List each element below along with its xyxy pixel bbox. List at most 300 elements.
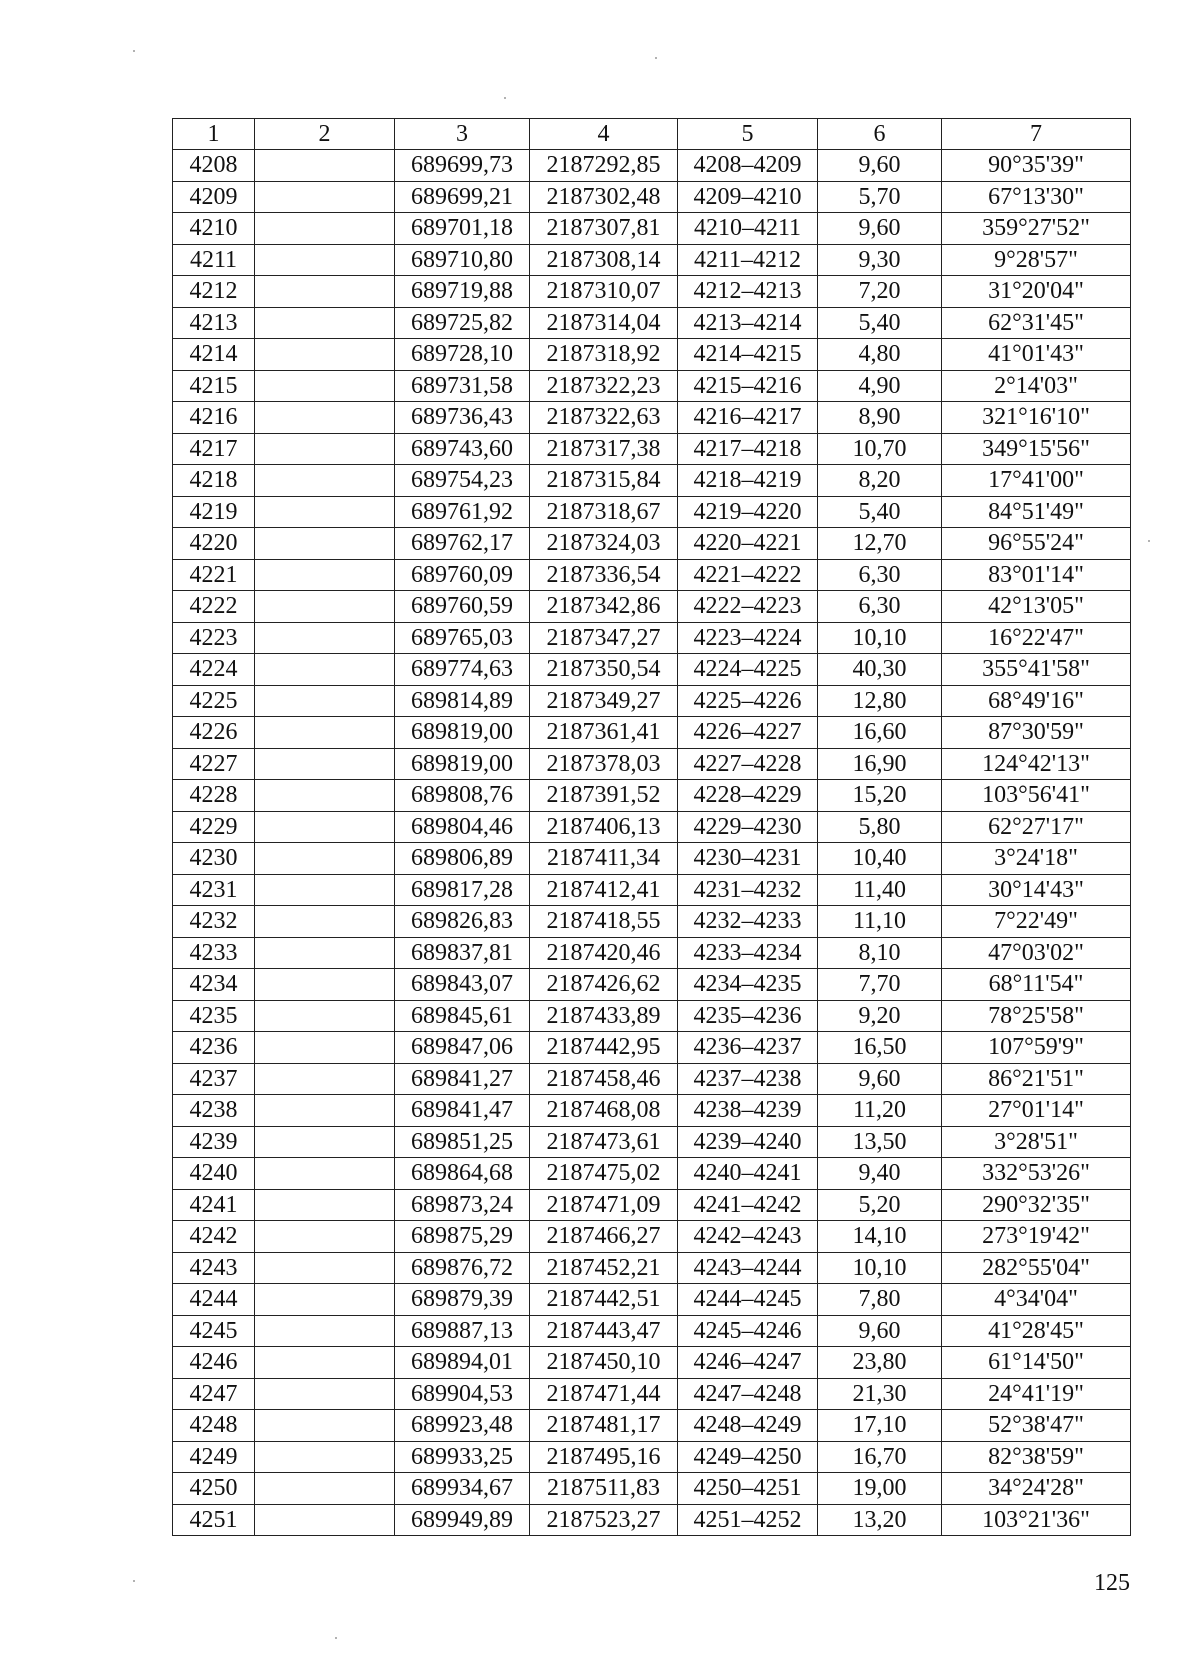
point-name-cell [255, 654, 395, 686]
segment-cell: 4246–4247 [678, 1347, 818, 1379]
x-coordinate-cell: 689817,28 [395, 874, 530, 906]
table-header-row [173, 119, 1131, 150]
segment-cell: 4251–4252 [678, 1504, 818, 1536]
table-row [173, 559, 1131, 591]
x-coordinate-cell: 689743,60 [395, 433, 530, 465]
point-number-cell: 4216 [173, 402, 255, 434]
y-coordinate-cell: 2187378,03 [530, 748, 678, 780]
length-cell: 13,20 [818, 1504, 942, 1536]
length-cell: 10,40 [818, 843, 942, 875]
y-coordinate-cell: 2187342,86 [530, 591, 678, 623]
y-coordinate-cell: 2187481,17 [530, 1410, 678, 1442]
point-number-cell: 4218 [173, 465, 255, 497]
table-row [173, 748, 1131, 780]
table-row [173, 1504, 1131, 1536]
y-coordinate-cell: 2187468,08 [530, 1095, 678, 1127]
length-cell: 10,10 [818, 622, 942, 654]
segment-cell: 4244–4245 [678, 1284, 818, 1316]
segment-cell: 4234–4235 [678, 969, 818, 1001]
table-row [173, 244, 1131, 276]
column-header: 2 [255, 119, 395, 150]
point-number-cell: 4237 [173, 1063, 255, 1095]
point-number-cell: 4251 [173, 1504, 255, 1536]
point-name-cell [255, 717, 395, 749]
segment-cell: 4219–4220 [678, 496, 818, 528]
bearing-cell: 61°14'50" [942, 1347, 1131, 1379]
x-coordinate-cell: 689923,48 [395, 1410, 530, 1442]
point-number-cell: 4228 [173, 780, 255, 812]
segment-cell: 4230–4231 [678, 843, 818, 875]
bearing-cell: 41°28'45" [942, 1315, 1131, 1347]
point-name-cell [255, 1221, 395, 1253]
length-cell: 12,80 [818, 685, 942, 717]
table-row [173, 181, 1131, 213]
bearing-cell: 62°27'17" [942, 811, 1131, 843]
segment-cell: 4218–4219 [678, 465, 818, 497]
y-coordinate-cell: 2187314,04 [530, 307, 678, 339]
column-header: 3 [395, 119, 530, 150]
bearing-cell: 355°41'58" [942, 654, 1131, 686]
bearing-cell: 273°19'42" [942, 1221, 1131, 1253]
bearing-cell: 68°11'54" [942, 969, 1131, 1001]
length-cell: 23,80 [818, 1347, 942, 1379]
bearing-cell: 41°01'43" [942, 339, 1131, 371]
x-coordinate-cell: 689701,18 [395, 213, 530, 245]
scan-speck [133, 50, 135, 52]
y-coordinate-cell: 2187412,41 [530, 874, 678, 906]
x-coordinate-cell: 689710,80 [395, 244, 530, 276]
point-number-cell: 4213 [173, 307, 255, 339]
point-number-cell: 4212 [173, 276, 255, 308]
y-coordinate-cell: 2187318,67 [530, 496, 678, 528]
point-number-cell: 4210 [173, 213, 255, 245]
length-cell: 9,30 [818, 244, 942, 276]
length-cell: 13,50 [818, 1126, 942, 1158]
length-cell: 16,60 [818, 717, 942, 749]
x-coordinate-cell: 689875,29 [395, 1221, 530, 1253]
point-number-cell: 4248 [173, 1410, 255, 1442]
point-number-cell: 4247 [173, 1378, 255, 1410]
point-number-cell: 4224 [173, 654, 255, 686]
y-coordinate-cell: 2187336,54 [530, 559, 678, 591]
bearing-cell: 9°28'57" [942, 244, 1131, 276]
point-name-cell [255, 1032, 395, 1064]
length-cell: 4,90 [818, 370, 942, 402]
x-coordinate-cell: 689765,03 [395, 622, 530, 654]
y-coordinate-cell: 2187475,02 [530, 1158, 678, 1190]
point-name-cell [255, 937, 395, 969]
table-row [173, 1063, 1131, 1095]
y-coordinate-cell: 2187308,14 [530, 244, 678, 276]
segment-cell: 4225–4226 [678, 685, 818, 717]
x-coordinate-cell: 689887,13 [395, 1315, 530, 1347]
bearing-cell: 332°53'26" [942, 1158, 1131, 1190]
point-name-cell [255, 307, 395, 339]
bearing-cell: 103°21'36" [942, 1504, 1131, 1536]
table-row [173, 1347, 1131, 1379]
y-coordinate-cell: 2187495,16 [530, 1441, 678, 1473]
y-coordinate-cell: 2187418,55 [530, 906, 678, 938]
point-number-cell: 4239 [173, 1126, 255, 1158]
x-coordinate-cell: 689808,76 [395, 780, 530, 812]
table-row [173, 811, 1131, 843]
segment-cell: 4228–4229 [678, 780, 818, 812]
point-name-cell [255, 1315, 395, 1347]
segment-cell: 4214–4215 [678, 339, 818, 371]
bearing-cell: 42°13'05" [942, 591, 1131, 623]
x-coordinate-cell: 689873,24 [395, 1189, 530, 1221]
point-name-cell [255, 1347, 395, 1379]
point-number-cell: 4246 [173, 1347, 255, 1379]
length-cell: 15,20 [818, 780, 942, 812]
column-header: 6 [818, 119, 942, 150]
y-coordinate-cell: 2187317,38 [530, 433, 678, 465]
table-row [173, 843, 1131, 875]
x-coordinate-cell: 689845,61 [395, 1000, 530, 1032]
point-number-cell: 4219 [173, 496, 255, 528]
point-name-cell [255, 244, 395, 276]
segment-cell: 4240–4241 [678, 1158, 818, 1190]
x-coordinate-cell: 689847,06 [395, 1032, 530, 1064]
table-row [173, 150, 1131, 182]
x-coordinate-cell: 689760,59 [395, 591, 530, 623]
length-cell: 21,30 [818, 1378, 942, 1410]
x-coordinate-cell: 689804,46 [395, 811, 530, 843]
point-name-cell [255, 843, 395, 875]
point-number-cell: 4244 [173, 1284, 255, 1316]
x-coordinate-cell: 689728,10 [395, 339, 530, 371]
segment-cell: 4242–4243 [678, 1221, 818, 1253]
point-name-cell [255, 213, 395, 245]
point-name-cell [255, 780, 395, 812]
point-name-cell [255, 1378, 395, 1410]
segment-cell: 4227–4228 [678, 748, 818, 780]
coordinates-table [172, 118, 1131, 1536]
x-coordinate-cell: 689819,00 [395, 748, 530, 780]
bearing-cell: 31°20'04" [942, 276, 1131, 308]
y-coordinate-cell: 2187347,27 [530, 622, 678, 654]
x-coordinate-cell: 689774,63 [395, 654, 530, 686]
y-coordinate-cell: 2187350,54 [530, 654, 678, 686]
length-cell: 6,30 [818, 591, 942, 623]
point-number-cell: 4241 [173, 1189, 255, 1221]
length-cell: 19,00 [818, 1473, 942, 1505]
table-row [173, 1221, 1131, 1253]
segment-cell: 4217–4218 [678, 433, 818, 465]
y-coordinate-cell: 2187310,07 [530, 276, 678, 308]
x-coordinate-cell: 689806,89 [395, 843, 530, 875]
segment-cell: 4226–4227 [678, 717, 818, 749]
table-row [173, 465, 1131, 497]
y-coordinate-cell: 2187322,23 [530, 370, 678, 402]
x-coordinate-cell: 689933,25 [395, 1441, 530, 1473]
bearing-cell: 83°01'14" [942, 559, 1131, 591]
x-coordinate-cell: 689843,07 [395, 969, 530, 1001]
column-header: 4 [530, 119, 678, 150]
y-coordinate-cell: 2187322,63 [530, 402, 678, 434]
bearing-cell: 349°15'56" [942, 433, 1131, 465]
bearing-cell: 17°41'00" [942, 465, 1131, 497]
bearing-cell: 87°30'59" [942, 717, 1131, 749]
table-body [173, 150, 1131, 1536]
table-row [173, 276, 1131, 308]
point-number-cell: 4223 [173, 622, 255, 654]
point-number-cell: 4233 [173, 937, 255, 969]
point-name-cell [255, 906, 395, 938]
x-coordinate-cell: 689725,82 [395, 307, 530, 339]
segment-cell: 4237–4238 [678, 1063, 818, 1095]
length-cell: 7,20 [818, 276, 942, 308]
length-cell: 5,40 [818, 496, 942, 528]
scan-speck [335, 1637, 337, 1639]
point-name-cell [255, 1441, 395, 1473]
segment-cell: 4210–4211 [678, 213, 818, 245]
y-coordinate-cell: 2187361,41 [530, 717, 678, 749]
point-number-cell: 4217 [173, 433, 255, 465]
table-row [173, 874, 1131, 906]
table-row [173, 1095, 1131, 1127]
point-name-cell [255, 748, 395, 780]
x-coordinate-cell: 689760,09 [395, 559, 530, 591]
bearing-cell: 16°22'47" [942, 622, 1131, 654]
bearing-cell: 47°03'02" [942, 937, 1131, 969]
x-coordinate-cell: 689851,25 [395, 1126, 530, 1158]
point-name-cell [255, 1000, 395, 1032]
bearing-cell: 82°38'59" [942, 1441, 1131, 1473]
table-row [173, 1284, 1131, 1316]
x-coordinate-cell: 689879,39 [395, 1284, 530, 1316]
y-coordinate-cell: 2187458,46 [530, 1063, 678, 1095]
table-row [173, 906, 1131, 938]
length-cell: 9,60 [818, 1063, 942, 1095]
segment-cell: 4250–4251 [678, 1473, 818, 1505]
point-number-cell: 4209 [173, 181, 255, 213]
column-header: 1 [173, 119, 255, 150]
table-row [173, 654, 1131, 686]
length-cell: 12,70 [818, 528, 942, 560]
point-number-cell: 4226 [173, 717, 255, 749]
point-number-cell: 4236 [173, 1032, 255, 1064]
point-name-cell [255, 496, 395, 528]
table-row [173, 969, 1131, 1001]
x-coordinate-cell: 689826,83 [395, 906, 530, 938]
table-row [173, 1032, 1131, 1064]
scan-speck [1148, 540, 1150, 542]
point-name-cell [255, 969, 395, 1001]
x-coordinate-cell: 689814,89 [395, 685, 530, 717]
table-row [173, 433, 1131, 465]
page-number: 125 [1094, 1570, 1130, 1596]
point-number-cell: 4215 [173, 370, 255, 402]
bearing-cell: 7°22'49" [942, 906, 1131, 938]
segment-cell: 4239–4240 [678, 1126, 818, 1158]
table-row [173, 717, 1131, 749]
segment-cell: 4209–4210 [678, 181, 818, 213]
y-coordinate-cell: 2187433,89 [530, 1000, 678, 1032]
table-row [173, 307, 1131, 339]
bearing-cell: 27°01'14" [942, 1095, 1131, 1127]
bearing-cell: 84°51'49" [942, 496, 1131, 528]
table-row [173, 685, 1131, 717]
x-coordinate-cell: 689762,17 [395, 528, 530, 560]
y-coordinate-cell: 2187420,46 [530, 937, 678, 969]
y-coordinate-cell: 2187349,27 [530, 685, 678, 717]
bearing-cell: 2°14'03" [942, 370, 1131, 402]
point-name-cell [255, 685, 395, 717]
bearing-cell: 4°34'04" [942, 1284, 1131, 1316]
point-number-cell: 4214 [173, 339, 255, 371]
point-number-cell: 4242 [173, 1221, 255, 1253]
point-number-cell: 4221 [173, 559, 255, 591]
bearing-cell: 103°56'41" [942, 780, 1131, 812]
y-coordinate-cell: 2187466,27 [530, 1221, 678, 1253]
length-cell: 17,10 [818, 1410, 942, 1442]
point-name-cell [255, 1095, 395, 1127]
segment-cell: 4245–4246 [678, 1315, 818, 1347]
y-coordinate-cell: 2187292,85 [530, 150, 678, 182]
scan-speck [655, 57, 657, 59]
length-cell: 8,10 [818, 937, 942, 969]
table-row [173, 1000, 1131, 1032]
segment-cell: 4208–4209 [678, 150, 818, 182]
point-name-cell [255, 1410, 395, 1442]
segment-cell: 4213–4214 [678, 307, 818, 339]
point-name-cell [255, 622, 395, 654]
point-name-cell [255, 465, 395, 497]
table-row [173, 496, 1131, 528]
length-cell: 8,90 [818, 402, 942, 434]
length-cell: 7,70 [818, 969, 942, 1001]
point-number-cell: 4235 [173, 1000, 255, 1032]
point-number-cell: 4250 [173, 1473, 255, 1505]
point-number-cell: 4230 [173, 843, 255, 875]
table-row [173, 1473, 1131, 1505]
length-cell: 11,20 [818, 1095, 942, 1127]
bearing-cell: 321°16'10" [942, 402, 1131, 434]
segment-cell: 4236–4237 [678, 1032, 818, 1064]
segment-cell: 4222–4223 [678, 591, 818, 623]
point-name-cell [255, 433, 395, 465]
y-coordinate-cell: 2187442,95 [530, 1032, 678, 1064]
y-coordinate-cell: 2187406,13 [530, 811, 678, 843]
point-name-cell [255, 874, 395, 906]
bearing-cell: 24°41'19" [942, 1378, 1131, 1410]
bearing-cell: 67°13'30" [942, 181, 1131, 213]
length-cell: 10,70 [818, 433, 942, 465]
y-coordinate-cell: 2187391,52 [530, 780, 678, 812]
y-coordinate-cell: 2187318,92 [530, 339, 678, 371]
segment-cell: 4229–4230 [678, 811, 818, 843]
point-number-cell: 4211 [173, 244, 255, 276]
point-name-cell [255, 1252, 395, 1284]
table-row [173, 591, 1131, 623]
point-name-cell [255, 1473, 395, 1505]
length-cell: 9,20 [818, 1000, 942, 1032]
x-coordinate-cell: 689876,72 [395, 1252, 530, 1284]
y-coordinate-cell: 2187302,48 [530, 181, 678, 213]
bearing-cell: 86°21'51" [942, 1063, 1131, 1095]
table-row [173, 528, 1131, 560]
segment-cell: 4247–4248 [678, 1378, 818, 1410]
x-coordinate-cell: 689894,01 [395, 1347, 530, 1379]
length-cell: 5,70 [818, 181, 942, 213]
length-cell: 11,10 [818, 906, 942, 938]
bearing-cell: 30°14'43" [942, 874, 1131, 906]
segment-cell: 4241–4242 [678, 1189, 818, 1221]
point-name-cell [255, 528, 395, 560]
table-row [173, 1252, 1131, 1284]
length-cell: 9,60 [818, 150, 942, 182]
length-cell: 14,10 [818, 1221, 942, 1253]
point-number-cell: 4240 [173, 1158, 255, 1190]
bearing-cell: 68°49'16" [942, 685, 1131, 717]
x-coordinate-cell: 689819,00 [395, 717, 530, 749]
bearing-cell: 3°24'18" [942, 843, 1131, 875]
bearing-cell: 3°28'51" [942, 1126, 1131, 1158]
bearing-cell: 290°32'35" [942, 1189, 1131, 1221]
length-cell: 40,30 [818, 654, 942, 686]
bearing-cell: 107°59'9" [942, 1032, 1131, 1064]
segment-cell: 4221–4222 [678, 559, 818, 591]
point-number-cell: 4208 [173, 150, 255, 182]
point-name-cell [255, 181, 395, 213]
column-header: 7 [942, 119, 1131, 150]
point-name-cell [255, 1158, 395, 1190]
length-cell: 4,80 [818, 339, 942, 371]
table-row [173, 1410, 1131, 1442]
length-cell: 7,80 [818, 1284, 942, 1316]
x-coordinate-cell: 689699,73 [395, 150, 530, 182]
y-coordinate-cell: 2187473,61 [530, 1126, 678, 1158]
table-row [173, 1158, 1131, 1190]
segment-cell: 4231–4232 [678, 874, 818, 906]
segment-cell: 4235–4236 [678, 1000, 818, 1032]
bearing-cell: 359°27'52" [942, 213, 1131, 245]
table-row [173, 402, 1131, 434]
x-coordinate-cell: 689864,68 [395, 1158, 530, 1190]
segment-cell: 4233–4234 [678, 937, 818, 969]
x-coordinate-cell: 689841,47 [395, 1095, 530, 1127]
table-row [173, 1315, 1131, 1347]
point-number-cell: 4238 [173, 1095, 255, 1127]
y-coordinate-cell: 2187426,62 [530, 969, 678, 1001]
y-coordinate-cell: 2187324,03 [530, 528, 678, 560]
point-number-cell: 4243 [173, 1252, 255, 1284]
length-cell: 16,70 [818, 1441, 942, 1473]
point-number-cell: 4222 [173, 591, 255, 623]
bearing-cell: 52°38'47" [942, 1410, 1131, 1442]
column-header: 5 [678, 119, 818, 150]
table-row [173, 780, 1131, 812]
table-row [173, 1441, 1131, 1473]
table-row [173, 370, 1131, 402]
y-coordinate-cell: 2187411,34 [530, 843, 678, 875]
table-row [173, 1126, 1131, 1158]
point-name-cell [255, 559, 395, 591]
segment-cell: 4215–4216 [678, 370, 818, 402]
bearing-cell: 96°55'24" [942, 528, 1131, 560]
point-name-cell [255, 1284, 395, 1316]
y-coordinate-cell: 2187523,27 [530, 1504, 678, 1536]
segment-cell: 4224–4225 [678, 654, 818, 686]
point-number-cell: 4220 [173, 528, 255, 560]
scan-speck [133, 1580, 135, 1582]
segment-cell: 4248–4249 [678, 1410, 818, 1442]
point-name-cell [255, 339, 395, 371]
y-coordinate-cell: 2187442,51 [530, 1284, 678, 1316]
point-number-cell: 4225 [173, 685, 255, 717]
segment-cell: 4249–4250 [678, 1441, 818, 1473]
